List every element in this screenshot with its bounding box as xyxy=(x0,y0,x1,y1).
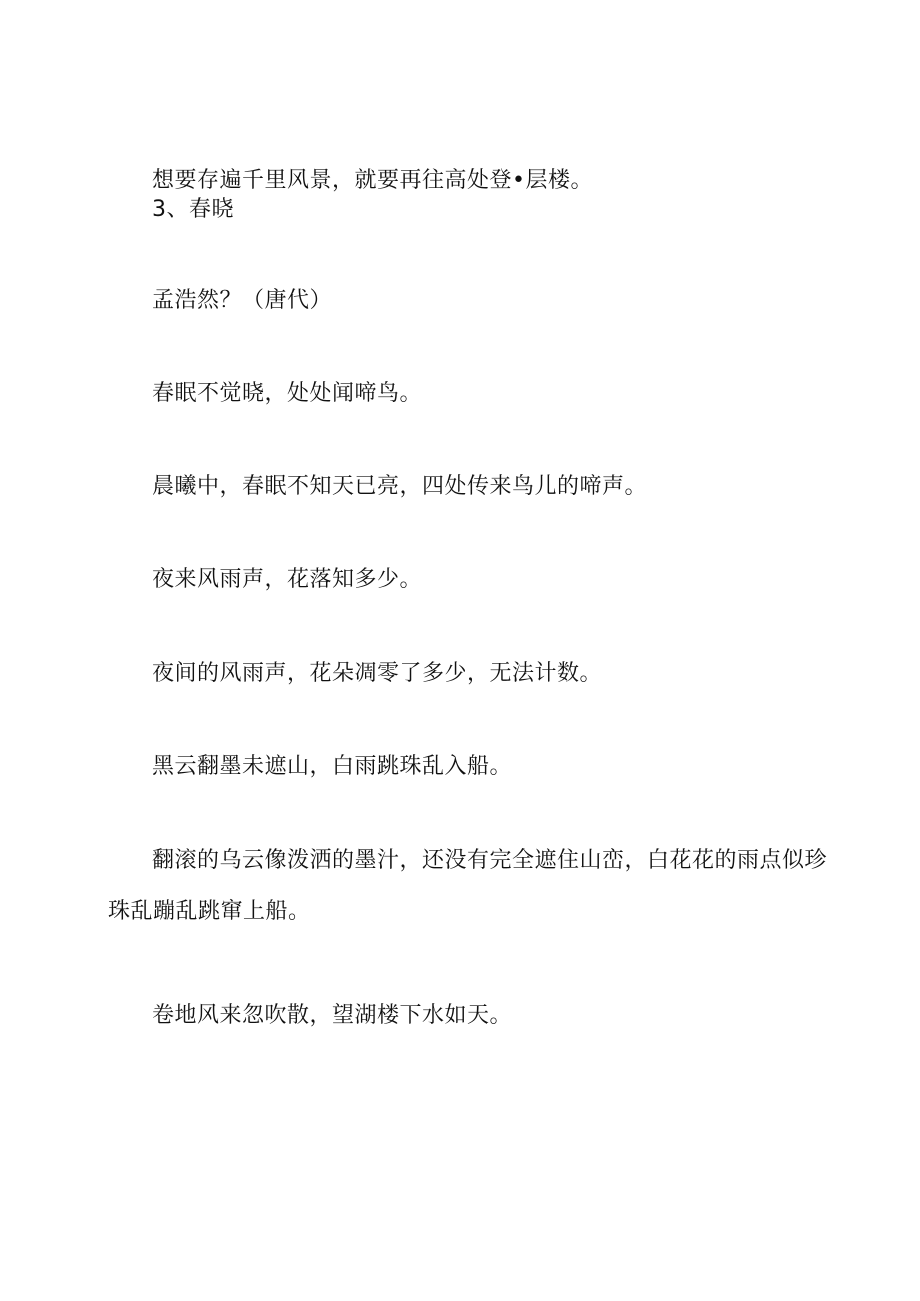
translation-text-continued: 珠乱蹦乱跳窜上船。 xyxy=(108,899,311,924)
poem-line: 春眠不觉晓，处处闻啼鸟。 xyxy=(152,381,423,406)
poem-line: 卷地风来忽吹散，望湖楼下水如天。 xyxy=(152,1003,513,1028)
section-heading: 3、春晓 xyxy=(152,197,234,222)
translation-text: 翻滚的乌云像泼洒的墨汁，还没有完全遮住山峦，白花花的雨点似珍 xyxy=(152,848,828,873)
translation-text: 夜间的风雨声，花朵凋零了多少，无法计数。 xyxy=(152,661,603,686)
poem-line: 夜来风雨声，花落知多少。 xyxy=(152,567,423,592)
translation-text: 想要存遍千里风景，就要再往高处登•层楼。 xyxy=(152,168,593,193)
translation-text: 晨曦中，春眠不知天已亮，四处传来鸟儿的啼声。 xyxy=(152,474,648,499)
poem-author: 孟浩然？（唐代） xyxy=(152,288,333,313)
poem-line: 黑云翻墨未遮山，白雨跳珠乱入船。 xyxy=(152,754,513,779)
